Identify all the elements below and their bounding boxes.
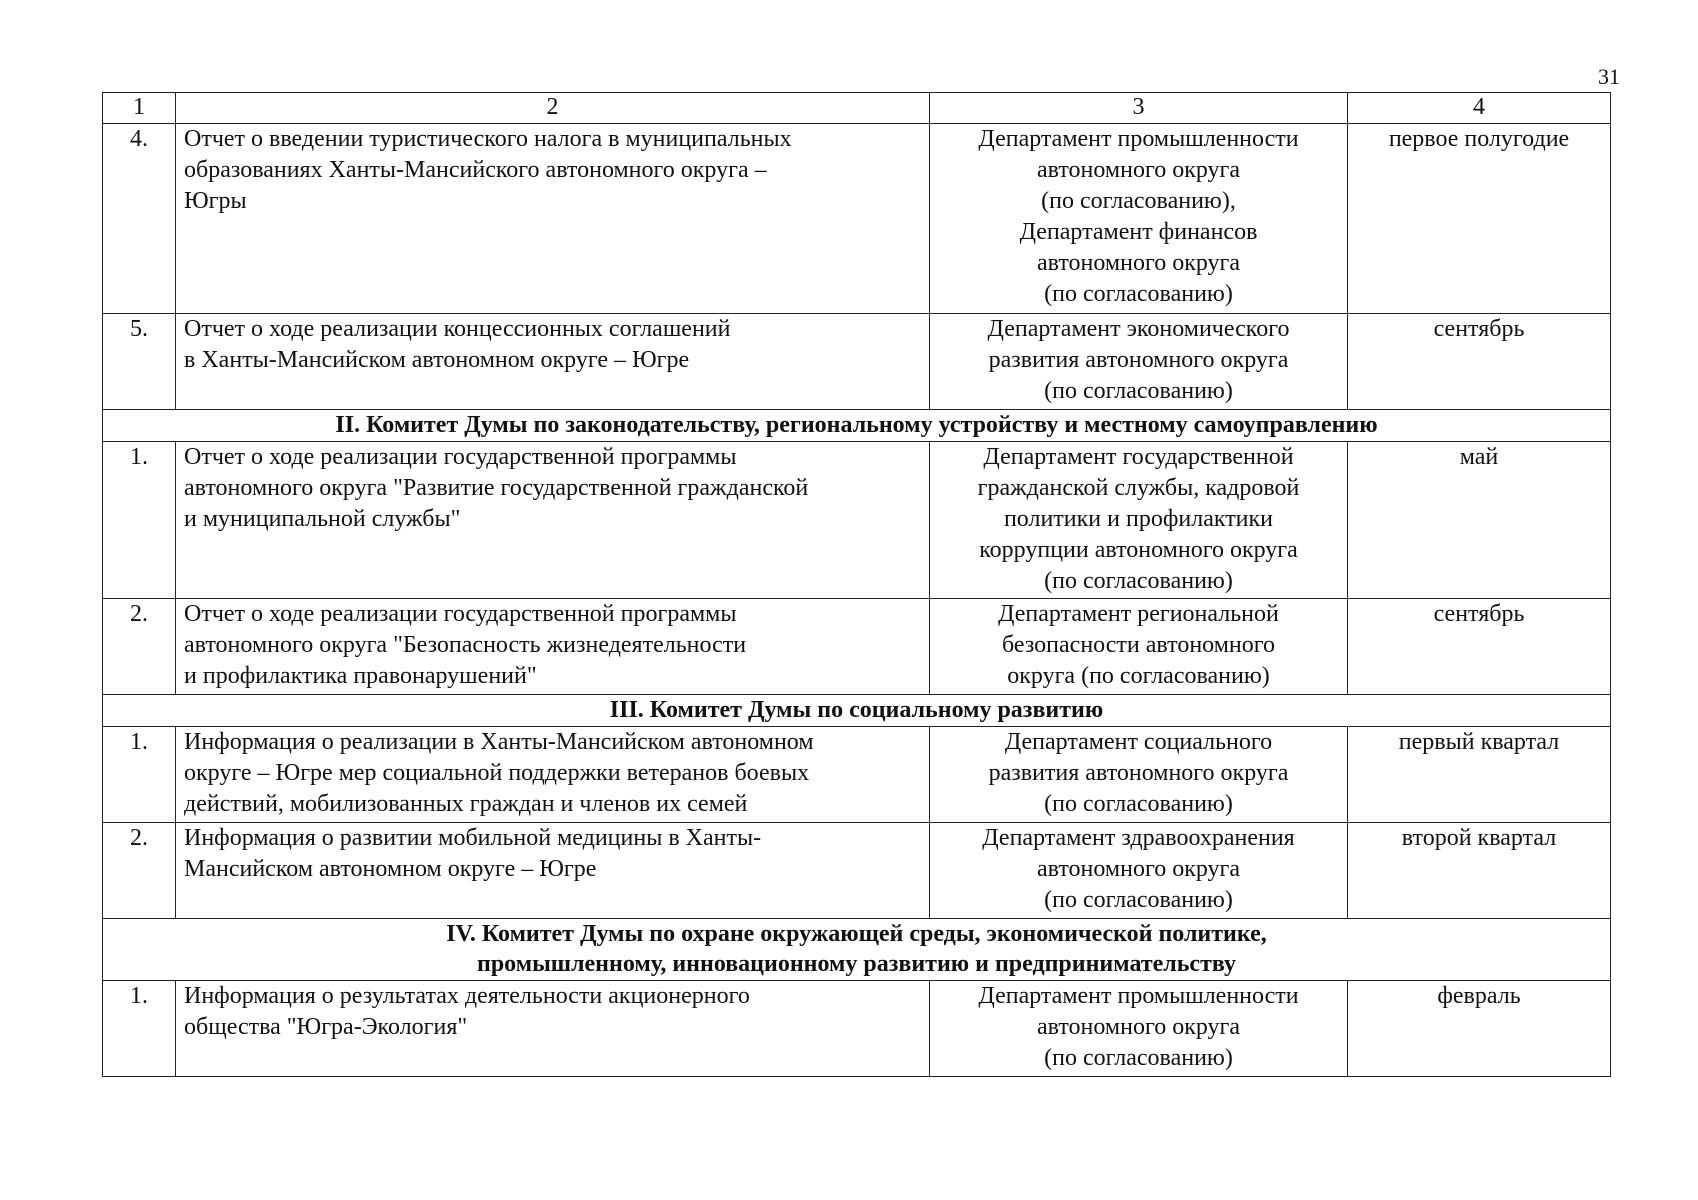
row-number: 1. [103, 727, 176, 823]
table-row [103, 124, 1611, 314]
section-heading-row [103, 695, 1611, 727]
section-heading: IV. Комитет Думы по охране окружающей среды, экономической политике, промышленному, инновационному развитию и предпринимательству [103, 919, 1611, 981]
row-department: Департамент здравоохранения автономного округа (по согласованию) [930, 823, 1348, 919]
table-row [103, 599, 1611, 695]
column-number-1: 1 [103, 93, 176, 124]
row-deadline: май [1348, 442, 1611, 599]
row-title: Отчет о введении туристического налога в муниципальных образованиях Ханты-Мансийского автономного округа – Югры [176, 124, 930, 314]
row-deadline: сентябрь [1348, 599, 1611, 695]
table-row [103, 314, 1611, 410]
row-deadline: второй квартал [1348, 823, 1611, 919]
table-header-row [103, 93, 1611, 124]
column-number-2: 2 [176, 93, 930, 124]
row-number: 5. [103, 314, 176, 410]
row-number: 1. [103, 981, 176, 1077]
row-department: Департамент региональной безопасности автономного округа (по согласованию) [930, 599, 1348, 695]
section-heading: III. Комитет Думы по социальному развитию [103, 695, 1611, 727]
row-deadline: сентябрь [1348, 314, 1611, 410]
row-number: 2. [103, 599, 176, 695]
section-heading: II. Комитет Думы по законодательству, региональному устройству и местному самоуправлению [103, 410, 1611, 442]
row-title: Отчет о ходе реализации концессионных соглашений в Ханты-Мансийском автономном округе – Югре [176, 314, 930, 410]
column-number-3: 3 [930, 93, 1348, 124]
row-number: 4. [103, 124, 176, 314]
row-deadline: февраль [1348, 981, 1611, 1077]
row-title: Информация о результатах деятельности акционерного общества "Югра-Экология" [176, 981, 930, 1077]
row-department: Департамент социального развития автономного округа (по согласованию) [930, 727, 1348, 823]
row-title: Информация о реализации в Ханты-Мансийском автономном округе – Югре мер социальной поддержки ветеранов боевых действий, мобилизованных граждан и членов их семей [176, 727, 930, 823]
table-row [103, 823, 1611, 919]
row-deadline: первое полугодие [1348, 124, 1611, 314]
row-title: Отчет о ходе реализации государственной программы автономного округа "Безопасность жизнедеятельности и профилактика правонарушений" [176, 599, 930, 695]
section-heading-row [103, 410, 1611, 442]
column-number-4: 4 [1348, 93, 1611, 124]
row-department: Департамент государственной гражданской службы, кадровой политики и профилактики коррупции автономного округа (по согласованию) [930, 442, 1348, 599]
row-department: Департамент промышленности автономного округа (по согласованию) [930, 981, 1348, 1077]
table-row [103, 727, 1611, 823]
row-number: 1. [103, 442, 176, 599]
plan-table [102, 92, 1611, 1077]
row-deadline: первый квартал [1348, 727, 1611, 823]
row-department: Департамент экономического развития автономного округа (по согласованию) [930, 314, 1348, 410]
row-number: 2. [103, 823, 176, 919]
page-number: 31 [1598, 64, 1620, 89]
section-heading-row [103, 919, 1611, 981]
table-row [103, 981, 1611, 1077]
table-row [103, 442, 1611, 599]
row-title: Отчет о ходе реализации государственной программы автономного округа "Развитие государственной гражданской и муниципальной службы" [176, 442, 930, 599]
row-department: Департамент промышленности автономного округа (по согласованию), Департамент финансов автономного округа (по согласованию) [930, 124, 1348, 314]
row-title: Информация о развитии мобильной медицины в Ханты- Мансийском автономном округе – Югре [176, 823, 930, 919]
